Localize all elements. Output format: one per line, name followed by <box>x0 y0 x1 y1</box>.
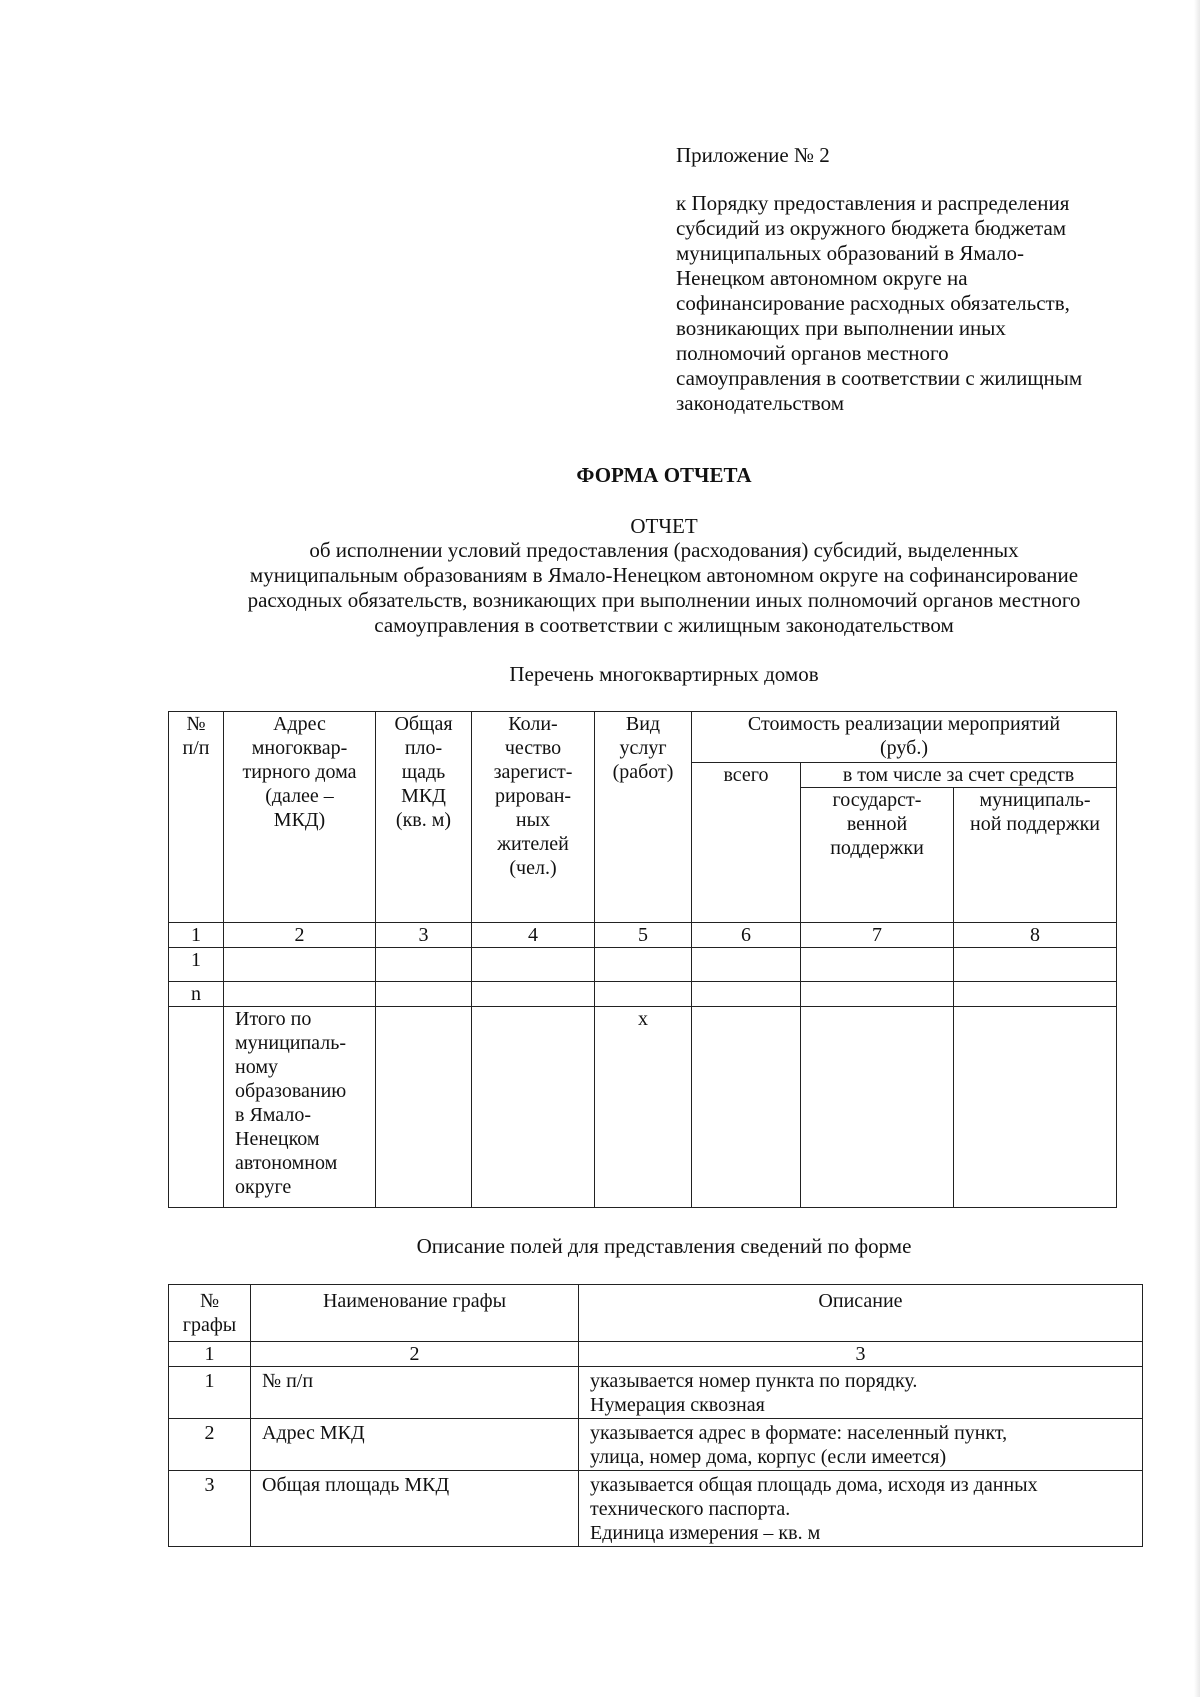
empty-cell <box>224 948 376 982</box>
field-name: № п/п <box>251 1367 579 1419</box>
field-num: 2 <box>169 1419 251 1471</box>
column-number: 2 <box>251 1342 579 1367</box>
empty-cell <box>692 1007 801 1208</box>
empty-cell <box>954 1007 1117 1208</box>
empty-cell <box>692 982 801 1007</box>
field-description: указывается общая площадь дома, исходя из данных технического паспорта. Единица измерения – кв. м <box>579 1471 1143 1547</box>
fields-table-title: Описание полей для представления сведений по форме <box>416 1234 912 1258</box>
field-num: 3 <box>169 1471 251 1547</box>
total-services-mark: x <box>595 1007 692 1208</box>
column-number: 3 <box>579 1342 1143 1367</box>
appendix-line: к Порядку предоставления и распределения <box>676 191 1070 215</box>
appendix-line: субсидий из окружного бюджета бюджетам <box>676 216 1067 240</box>
empty-cell <box>376 1007 472 1208</box>
page-edge-shadow <box>1194 0 1200 1697</box>
empty-cell <box>224 982 376 1007</box>
report-line: самоуправления в соответствии с жилищным законодательством <box>374 613 954 637</box>
col-residents-header: Коли- чество зарегист- рирован- ных жителей (чел.) <box>472 712 595 923</box>
empty-cell <box>595 948 692 982</box>
table-row <box>169 1367 1143 1419</box>
field-description: указывается номер пункта по порядку. Нумерация сквозная <box>579 1367 1143 1419</box>
report-line: муниципальным образованиям в Ямало-Ненецком автономном округе на софинансирование <box>249 563 1079 587</box>
empty-cell <box>472 948 595 982</box>
appendix-line: муниципальных образований в Ямало- <box>676 241 1025 265</box>
col-including-header: в том числе за счет средств <box>801 763 1117 788</box>
empty-cell <box>472 1007 595 1208</box>
head-num: № графы <box>169 1285 251 1342</box>
appendix-line: Ненецком автономном округе на <box>676 266 968 290</box>
head-description: Описание <box>579 1285 1143 1342</box>
col-services-header: Вид услуг (работ) <box>595 712 692 923</box>
empty-cell <box>376 982 472 1007</box>
appendix-line: софинансирование расходных обязательств, <box>676 291 1070 315</box>
row-number: 1 <box>169 948 224 982</box>
form-title: ФОРМА ОТЧЕТА <box>576 463 752 487</box>
column-numbers-row <box>169 923 1117 948</box>
col-area-header: Общая пло- щадь МКД (кв. м) <box>376 712 472 923</box>
empty-cell <box>595 982 692 1007</box>
total-row <box>169 1007 1117 1208</box>
column-number: 6 <box>692 923 801 948</box>
fields-header-row <box>169 1285 1143 1342</box>
houses-table <box>168 711 1117 1208</box>
row-number: n <box>169 982 224 1007</box>
column-number: 1 <box>169 1342 251 1367</box>
appendix-text <box>676 191 1146 416</box>
table-row <box>169 1471 1143 1547</box>
field-description: указывается адрес в формате: населенный пункт, улица, номер дома, корпус (если имеется) <box>579 1419 1143 1471</box>
col-num-header: № п/п <box>169 712 224 923</box>
report-line: расходных обязательств, возникающих при выполнении иных полномочий органов местного <box>247 588 1081 612</box>
column-number: 7 <box>801 923 954 948</box>
col-state-support-header: государст- венной поддержки <box>801 788 954 923</box>
col-address-header: Адрес многоквар- тирного дома (далее – МКД) <box>224 712 376 923</box>
table-row <box>169 1419 1143 1471</box>
appendix-line: самоуправления в соответствии с жилищным <box>676 366 1083 390</box>
empty-cell <box>692 948 801 982</box>
col-total-header: всего <box>692 763 801 923</box>
column-number: 3 <box>376 923 472 948</box>
appendix-title: Приложение № 2 <box>676 143 830 167</box>
table-row <box>169 948 1117 982</box>
table-row <box>169 982 1117 1007</box>
appendix-line: возникающих при выполнении иных <box>676 316 1006 340</box>
column-number: 1 <box>169 923 224 948</box>
field-num: 1 <box>169 1367 251 1419</box>
empty-cell <box>376 948 472 982</box>
col-cost-header: Стоимость реализации мероприятий (руб.) <box>692 712 1117 763</box>
empty-cell <box>801 948 954 982</box>
report-description <box>0 538 1200 638</box>
empty-cell <box>801 1007 954 1208</box>
report-title: ОТЧЕТ <box>630 514 698 538</box>
column-number: 5 <box>595 923 692 948</box>
empty-cell <box>472 982 595 1007</box>
col-municipal-support-header: муниципаль- ной поддержки <box>954 788 1117 923</box>
empty-cell <box>169 1007 224 1208</box>
empty-cell <box>801 982 954 1007</box>
column-number: 4 <box>472 923 595 948</box>
field-name: Адрес МКД <box>251 1419 579 1471</box>
empty-cell <box>954 982 1117 1007</box>
appendix-line: полномочий органов местного <box>676 341 949 365</box>
fields-numbers-row <box>169 1342 1143 1367</box>
fields-table <box>168 1284 1143 1547</box>
field-name: Общая площадь МКД <box>251 1471 579 1547</box>
report-line: об исполнении условий предоставления (расходования) субсидий, выделенных <box>309 538 1019 562</box>
total-label: Итого по муниципаль- ному образованию в Ямало- Ненецком автономном округе <box>224 1007 376 1208</box>
column-number: 2 <box>224 923 376 948</box>
houses-table-title: Перечень многоквартирных домов <box>509 662 819 686</box>
column-number: 8 <box>954 923 1117 948</box>
head-name: Наименование графы <box>251 1285 579 1342</box>
appendix-line: законодательством <box>676 391 845 415</box>
empty-cell <box>954 948 1117 982</box>
